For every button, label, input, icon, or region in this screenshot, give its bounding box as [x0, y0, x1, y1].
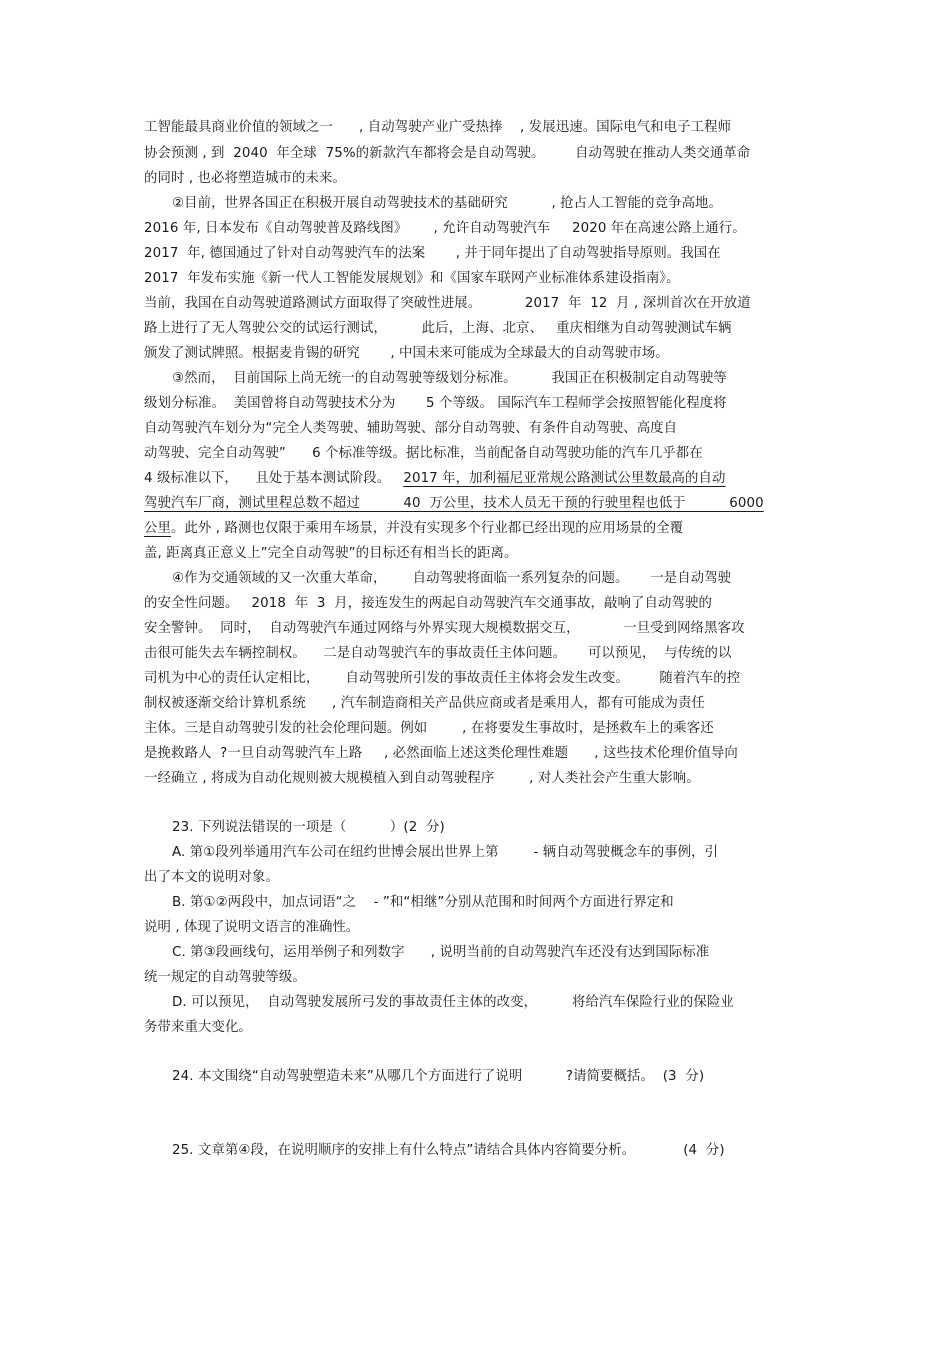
question-23-option-c-line-1: C. 第③段画线句，运用举例子和列数字 , 说明当前的自动驾驶汽车还没有达到国际标准: [172, 945, 710, 960]
passage-p3-line-5-text: 4 级标准以下， 且处于基本测试阶段。: [144, 471, 404, 486]
passage-p2-line-3: 2017 年, 德国通过了针对自动驾驶汽车的法案 , 并于同年提出了自动驾驶指导原则。我国在: [144, 246, 721, 261]
underlined-sentence-part-1: 2017 年，加利福尼亚常规公路测试公里数最高的自动: [403, 471, 726, 486]
passage-p4-line-2: 的安全性问题。 2018 年 3 月，接连发生的两起自动驾驶汽车交通事故，敲响了自动驾驶的: [144, 596, 712, 611]
passage-p3-line-6: [144, 492, 812, 516]
passage-p1-line-2: 协会预测 , 到 2040 年全球 75%的新款汽车都将会是自动驾驶。 自动驾驶在推动人类交通革命: [144, 146, 751, 161]
passage-p3-line-4: 动驾驶、完全自动驾驶” 6 个标准等级。据比标准，当前配备自动驾驶功能的汽车几乎都在: [144, 446, 703, 461]
question-25: 25. 文章第④段，在说明顺序的安排上有什么特点”请结合具体内容简要分析。 (4 分): [172, 1143, 725, 1158]
question-23-option-d-line-2: 务带来重大变化。: [144, 1020, 252, 1035]
passage-p1-line-1: 工智能最具商业价值的领域之一 , 自动驾驶产业广受热捧 , 发展迅速。国际电气和电子工程师: [144, 120, 732, 135]
passage-p2-line-1: ②目前，世界各国正在积极开展自动驾驶技术的基础研究 , 抢占人工智能的竞争高地。: [172, 196, 723, 211]
passage-p4-line-5: 司机为中心的责任认定相比， 自动驾驶所引发的事故责任主体将会发生改变。 随着汽车的控: [144, 671, 741, 686]
passage-p4-line-7: 主体。三是自动驾驶引发的社会伦理问题。例如 , 在将要发生事故时，是拯救车上的乘客还: [144, 721, 714, 736]
passage-p1-line-3: 的同时 , 也必将塑造城市的未来。: [144, 171, 346, 186]
passage-p2-line-4: 2017 年发布实施《新一代人工智能发展规划》和《国家车联网产业标准体系建设指南》。: [144, 271, 680, 286]
passage-p3-line-8: 盖, 距离真正意义上”完全自动驾驶”的目标还有相当长的距离。: [144, 546, 518, 561]
passage-p3-line-7-text: 。此外 , 路测也仅限于乘用车场景，并没有实现多个行业都已经出现的应用场景的全覆: [170, 521, 684, 536]
passage-p4-line-9: 一经确立 , 将成为自动化规则被大规模植入到自动驾驶程序 , 对人类社会产生重大影响。: [144, 771, 700, 786]
question-23-option-b-line-1: B. 第①②两段中，加点词语“之 - ”和“相继”分别从范围和时间两个方面进行界定和: [172, 895, 674, 910]
question-23-option-d-line-1: D. 可以预见， 自动驾驶发展所弓发的事故责任主体的改变， 将给汽车保险行业的保险业: [172, 995, 734, 1010]
passage-p4-line-1: ④作为交通领域的又一次重大革命， 自动驾驶将面临一系列复杂的问题。 一是自动驾驶: [172, 571, 732, 586]
passage-p4-line-6: 制权被逐渐交给计算机系统 , 汽车制造商相关产品供应商或者是乘用人，都有可能成为责任: [144, 696, 705, 711]
question-23-option-c-line-2: 统一规定的自动驾驶等级。: [144, 970, 306, 985]
passage-p4-line-4: 击很可能失去车辆控制权。 二是自动驾驶汽车的事故责任主体问题。 可以预见， 与传统的以: [144, 646, 732, 661]
question-24: 24. 本文围绕“自动驾驶塑造未来”从哪几个方面进行了说明 ?请简要概括。 (3 分): [172, 1069, 705, 1084]
underlined-sentence-part-3: 公里: [144, 521, 171, 536]
passage-p4-line-8: 是挽救路人 ?一旦自动驾驶汽车上路 , 必然面临上述这类伦理性难题 , 这些技术伦理价值导向: [144, 746, 738, 761]
passage-p3-line-1: ③然而， 目前国际上尚无统一的自动驾驶等级划分标准。 我国正在积极制定自动驾驶等: [172, 371, 727, 386]
passage-p3-line-7: [144, 517, 812, 541]
question-23-option-b-line-2: 说明 , 体现了说明文语言的准确性。: [144, 920, 360, 935]
passage-p3-line-3: 自动驾驶汽车划分为“完全人类驾驶、辅助驾驶、部分自动驾驶、有条件自动驾驶、高度自: [144, 421, 678, 436]
passage-p2-line-2: 2016 年, 日本发布《自动驾驶普及路线图》 , 允许自动驾驶汽车 2020 年在高速公路上通行。: [144, 221, 746, 236]
question-23-option-a-line-1: A. 第①段列举通用汽车公司在纽约世博会展出世界上第 - 辆自动驾驶概念车的事例，引: [172, 845, 719, 860]
passage-p4-line-3: 安全警钟。 同时， 自动驾驶汽车通过网络与外界实现大规模数据交互， 一旦受到网络黑客攻: [144, 621, 745, 636]
underlined-sentence-part-2: 驾驶汽车厂商，测试里程总数不超过 40 万公里，技术人员无干预的行驶里程也低于 6000: [144, 496, 764, 511]
passage-p2-line-5: 当前，我国在自动驾驶道路测试方面取得了突破性进展。 2017 年 12 月 , 深圳首次在开放道: [144, 296, 751, 311]
passage-p2-line-6: 路上进行了无人驾驶公交的试运行测试， 此后，上海、北京、 重庆相继为自动驾驶测试车辆: [144, 321, 732, 336]
question-23-stem: 23. 下列说法错误的一项是（ ）(2 分): [172, 820, 445, 835]
passage-p3-line-2: 级划分标准。 美国曾将自动驾驶技术分为 5 个等级。 国际汽车工程师学会按照智能化程度将: [144, 396, 727, 411]
passage-p2-line-7: 颁发了测试牌照。根据麦肯锡的研究 , 中国未来可能成为全球最大的自动驾驶市场。: [144, 346, 669, 361]
question-23-option-a-line-2: 出了本文的说明对象。: [144, 870, 279, 885]
passage-p3-line-5: [144, 467, 812, 491]
